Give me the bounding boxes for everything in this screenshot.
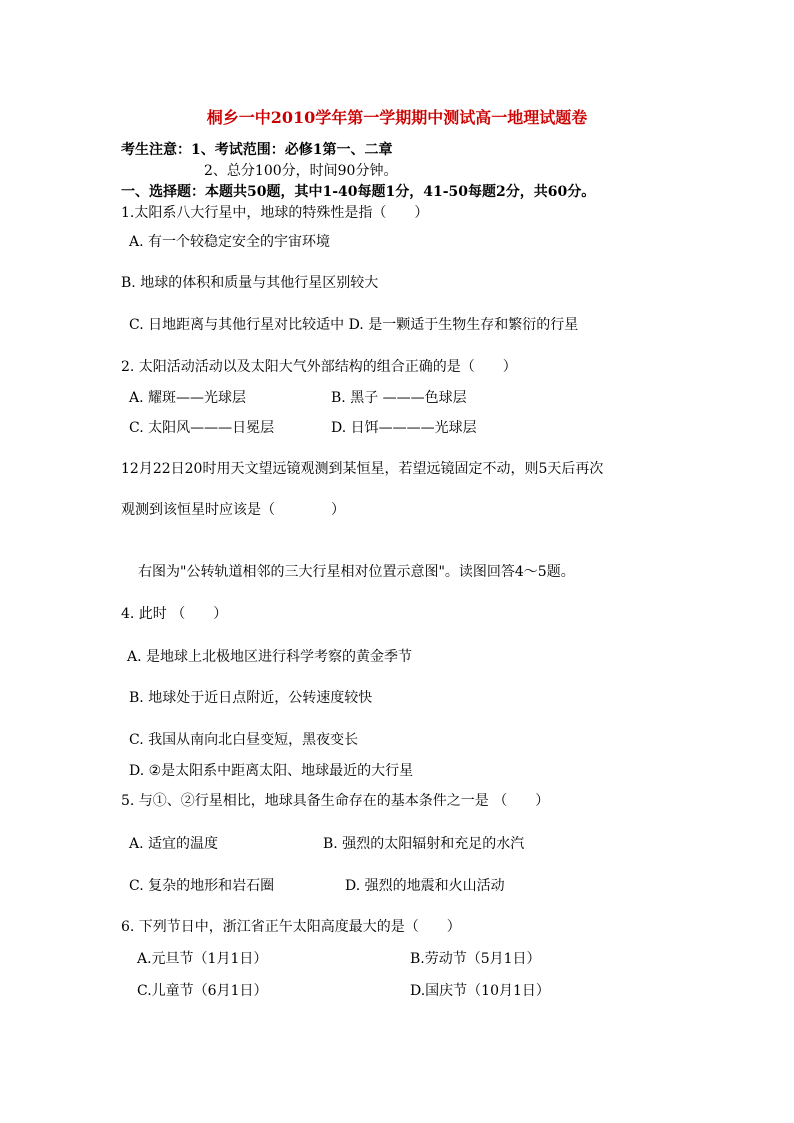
- q1-stem: 1.太阳系八大行星中，地球的特殊性是指（ ）: [121, 205, 429, 221]
- notice-line-2: 2、总分100分，时间90分钟。: [204, 163, 398, 179]
- q4-option-a: A. 是地球上北极地区进行科学考察的黄金季节: [127, 649, 413, 665]
- notice-line-1: 考生注意：1、考试范围：必修1第一、二章: [121, 142, 393, 158]
- q3-line-1: 12月22日20时用天文望远镜观测到某恒星，若望远镜固定不动，则5天后再次: [121, 461, 604, 477]
- q6-stem: 6. 下列节日中，浙江省正午太阳高度最大的是（ ）: [121, 919, 461, 935]
- q6-option-b: B.劳动节（5月1日）: [410, 951, 541, 967]
- q4-option-b: B. 地球处于近日点附近，公转速度较快: [129, 690, 373, 706]
- q5-option-d: D. 强烈的地震和火山活动: [345, 878, 505, 894]
- q6-option-c: C.儿童节（6月1日）: [137, 983, 268, 999]
- q4-5-intro: 右图为"公转轨道相邻的三大行星相对位置示意图"。读图回答4～5题。: [138, 564, 575, 580]
- q6-option-d: D.国庆节（10月1日）: [410, 983, 550, 999]
- q5-option-a: A. 适宜的温度: [129, 836, 219, 852]
- exam-title: 桐乡一中2010学年第一学期期中测试高一地理试题卷: [206, 108, 588, 127]
- q5-stem: 5. 与①、②行星相比，地球具备生命存在的基本条件之一是 （ ）: [121, 793, 550, 809]
- q6-option-a: A.元旦节（1月1日）: [137, 951, 268, 967]
- q2-option-d: D. 日饵————光球层: [331, 420, 477, 436]
- q2-stem: 2. 太阳活动活动以及太阳大气外部结构的组合正确的是（ ）: [121, 359, 517, 375]
- q5-option-b: B. 强烈的太阳辐射和充足的水汽: [323, 836, 525, 852]
- q4-option-c: C. 我国从南向北白昼变短，黑夜变长: [129, 732, 359, 748]
- q4-option-d: D. ②是太阳系中距离太阳、地球最近的大行星: [129, 763, 414, 779]
- q2-option-b: B. 黑子 ———色球层: [331, 390, 467, 406]
- q2-option-a: A. 耀斑——光球层: [129, 390, 247, 406]
- q4-stem: 4. 此时 （ ）: [121, 606, 228, 622]
- q1-option-cd: C. 日地距离与其他行星对比较适中 D. 是一颗适于生物生存和繁衍的行星: [129, 317, 579, 333]
- q3-line-2: 观测到该恒星时应该是（ ）: [121, 502, 345, 518]
- q2-option-c: C. 太阳风———日冕层: [129, 420, 275, 436]
- section-heading: 一、选择题：本题共50题，其中1-40每题1分，41-50每题2分，共60分。: [121, 184, 596, 200]
- q5-option-c: C. 复杂的地形和岩石圈: [129, 878, 275, 894]
- q1-option-a: A. 有一个较稳定安全的宇宙环境: [129, 234, 331, 250]
- q1-option-b: B. 地球的体积和质量与其他行星区别较大: [121, 275, 379, 291]
